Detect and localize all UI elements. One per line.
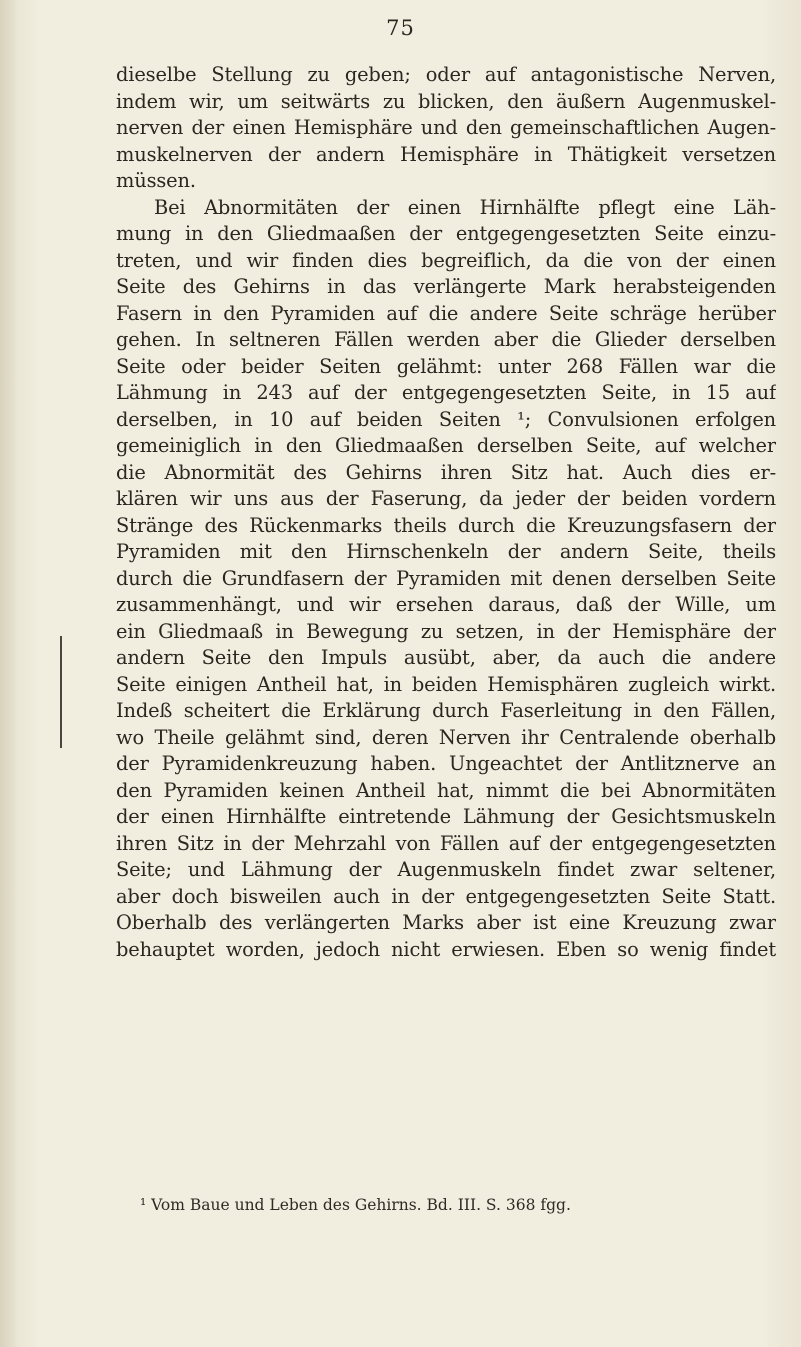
footnote: ¹ Vom Baue und Leben des Gehirns. Bd. III. S. 368 fgg.	[140, 1196, 571, 1214]
text-line: gehen. In seltneren Fällen werden aber die Glieder derselben	[116, 328, 776, 351]
text-line: den Pyramiden keinen Antheil hat, nimmt die bei Abnormitäten	[116, 778, 776, 802]
text-line: der Pyramidenkreuzung haben. Ungeachtet der Antlitznerve an	[116, 752, 776, 775]
text-line: behauptet worden, jedoch nicht erwiesen. Eben so wenig findet	[116, 937, 776, 961]
text-line: treten, und wir finden dies begreiflich, da die von der einen	[116, 248, 776, 272]
text-line: Seite des Gehirns in das verlängerte Mark herabsteigenden	[116, 275, 776, 298]
text-line: müssen.	[116, 169, 196, 192]
text-line: wo Theile gelähmt sind, deren Nerven ihr Centralende oberhalb	[116, 725, 776, 749]
text-line: muskelnerven der andern Hemisphäre in Thätigkeit versetzen	[116, 142, 776, 166]
text-line: Seite; und Lähmung der Augenmuskeln findet zwar seltener,	[116, 858, 776, 881]
text-line: nerven der einen Hemisphäre und den gemeinschaftlichen Augen-	[116, 116, 776, 139]
body-text	[116, 62, 776, 963]
text-line: ihren Sitz in der Mehrzahl von Fällen auf der entgegengesetzten	[116, 831, 776, 855]
text-line: klären wir uns aus der Faserung, da jeder der beiden vordern	[116, 487, 776, 510]
text-line: gemeiniglich in den Gliedmaaßen derselben Seite, auf welcher	[116, 434, 776, 457]
text-line: Stränge des Rückenmarks theils durch die Kreuzungsfasern der	[116, 513, 776, 537]
text-line: Seite einigen Antheil hat, in beiden Hemisphären zugleich wirkt.	[116, 672, 776, 696]
text-line: durch die Grundfasern der Pyramiden mit denen derselben Seite	[116, 566, 776, 590]
text-line: derselben, in 10 auf beiden Seiten ¹; Convulsionen erfolgen	[116, 407, 776, 431]
text-line: andern Seite den Impuls ausübt, aber, da auch die andere	[116, 646, 776, 669]
text-line: der einen Hirnhälfte eintretende Lähmung der Gesichtsmuskeln	[116, 805, 776, 828]
text-line: zusammenhängt, und wir ersehen daraus, daß der Wille, um	[116, 593, 776, 616]
text-line: ein Gliedmaaß in Bewegung zu setzen, in der Hemisphäre der	[116, 619, 776, 643]
page-gutter-shadow	[0, 0, 18, 1347]
margin-line-mark	[60, 636, 62, 748]
page-number: 75	[386, 16, 415, 40]
text-line: mung in den Gliedmaaßen der entgegengesetzten Seite einzu-	[116, 222, 776, 245]
text-line: dieselbe Stellung zu geben; oder auf antagonistische Nerven,	[116, 63, 776, 86]
text-line: Pyramiden mit den Hirnschenkeln der andern Seite, theils	[116, 540, 776, 563]
text-line: Bei Abnormitäten der einen Hirnhälfte pflegt eine Läh-	[154, 195, 776, 219]
text-line: indem wir, um seitwärts zu blicken, den äußern Augenmuskel-	[116, 89, 776, 113]
text-line: Oberhalb des verlängerten Marks aber ist eine Kreuzung zwar	[116, 911, 776, 934]
text-line: Indeß scheitert die Erklärung durch Faserleitung in den Fällen,	[116, 699, 776, 722]
text-line: die Abnormität des Gehirns ihren Sitz hat. Auch dies er-	[116, 460, 776, 484]
text-line: Fasern in den Pyramiden auf die andere Seite schräge herüber	[116, 301, 776, 325]
text-line: Lähmung in 243 auf der entgegengesetzten Seite, in 15 auf	[116, 381, 776, 404]
text-line: aber doch bisweilen auch in der entgegengesetzten Seite Statt.	[116, 884, 776, 908]
text-line: Seite oder beider Seiten gelähmt: unter 268 Fällen war die	[116, 354, 776, 378]
